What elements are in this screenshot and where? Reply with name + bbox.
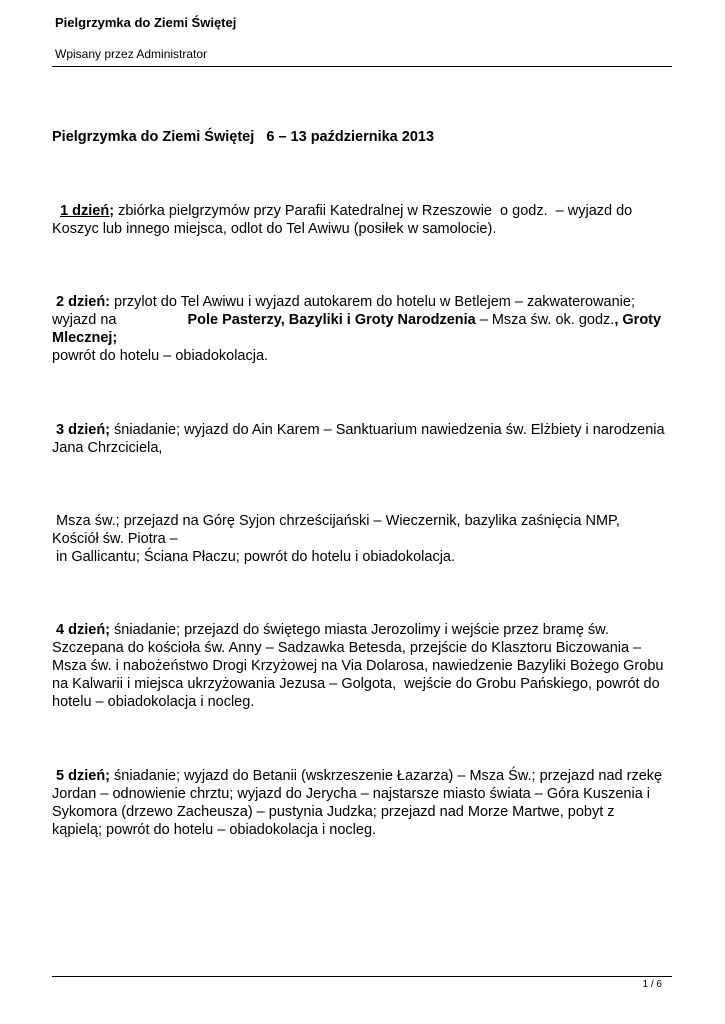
day-4-line-3: Msza św. i nabożeństwo Drogi Krzyżowej na Via Dolarosa, nawiedzenie Bazyliki Bożego Grobu: [52, 658, 664, 674]
day-3-line-1: [52, 421, 677, 439]
day-1-label: 1 dzień;: [60, 203, 115, 219]
day-3-cont-line-1: Msza św.; przejazd na Górę Syjon chrześcijański – Wieczernik, bazylika zaśnięcia NMP,: [52, 513, 620, 529]
day-5-label: 5 dzień;: [56, 768, 111, 784]
day-2-places: Pole Pasterzy, Bazyliki i Groty Narodzenia: [187, 312, 476, 328]
day-2-line-3: Mlecznej;: [52, 330, 118, 346]
day-1-paragraph: [52, 202, 677, 238]
day-4-line-2: Szczepana do kościoła św. Anny – Sadzawka Betesda, przejście do Klasztoru Biczowania –: [52, 640, 642, 656]
day-3-text-1: śniadanie; wyjazd do Ain Karem – Sanktuarium nawiedzenia św. Elżbiety i narodzenia: [110, 422, 665, 438]
day-5-paragraph: [52, 767, 677, 839]
day-2-groty: , Groty: [614, 312, 662, 328]
day-3-continuation: [52, 512, 677, 566]
header-title: Pielgrzymka do Ziemi Świętej: [55, 15, 237, 30]
day-4-label: 4 dzień;: [56, 622, 111, 638]
header-divider: [52, 66, 672, 67]
footer-divider: [52, 976, 672, 977]
day-4-line-1: [52, 621, 677, 639]
document-title: Pielgrzymka do Ziemi Świętej 6 – 13 października 2013: [52, 129, 435, 145]
day-4-line-5: hotelu – obiadokolacja i nocleg.: [52, 694, 255, 710]
day-5-text-1: śniadanie; wyjazd do Betanii (wskrzeszenie Łazarza) – Msza Św.; przejazd nad rzekę: [110, 768, 663, 784]
day-3-cont-line-2: Kościół św. Piotra –: [52, 531, 178, 547]
day-2-label: 2 dzień:: [56, 294, 111, 310]
day-4-text-1: śniadanie; przejazd do świętego miasta Jerozolimy i wejście przez bramę św.: [110, 622, 609, 638]
day-5-line-1: [52, 767, 677, 785]
day-2-line-4: powrót do hotelu – obiadokolacja.: [52, 348, 269, 364]
day-1-line-1: [52, 202, 677, 220]
day-2-mass: – Msza św. ok. godz.: [475, 312, 615, 328]
day-3-paragraph: [52, 421, 677, 457]
day-2-text-1: przylot do Tel Awiwu i wyjazd autokarem do hotelu w Betlejem – zakwaterowanie;: [110, 294, 635, 310]
day-5-line-3: Sykomora (drzewo Zacheusza) – pustynia Judzka; przejazd nad Morze Martwe, pobyt z: [52, 804, 615, 820]
day-2-line-2: [52, 311, 677, 329]
day-1-text-1: zbiórka pielgrzymów przy Parafii Katedralnej w Rzeszowie o godz. – wyjazd do: [114, 203, 633, 219]
page-number: 1 / 6: [642, 979, 662, 990]
day-2-paragraph: [52, 293, 677, 365]
day-3-label: 3 dzień;: [56, 422, 111, 438]
day-3-cont-line-3: in Gallicantu; Ściana Płaczu; powrót do hotelu i obiadokolacja.: [52, 549, 456, 565]
day-2-prefix: wyjazd na: [52, 312, 117, 328]
day-1-line-2: Koszyc lub innego miejsca, odlot do Tel Awiwu (posiłek w samolocie).: [52, 221, 497, 237]
day-4-line-4: na Kalwarii i miejsca ukrzyżowania Jezusa – Golgota, wejście do Grobu Pańskiego, powrót do: [52, 676, 660, 692]
day-5-line-2: Jordan – odnowienie chrztu; wyjazd do Jerycha – najstarsze miasto świata – Góra Kuszenia i: [52, 786, 651, 802]
day-4-paragraph: [52, 621, 677, 711]
header-author: Wpisany przez Administrator: [55, 47, 208, 61]
day-3-line-2: Jana Chrzciciela,: [52, 440, 163, 456]
day-5-line-4: kąpielą; powrót do hotelu – obiadokolacja i nocleg.: [52, 822, 377, 838]
day-2-line-1: [52, 293, 677, 311]
